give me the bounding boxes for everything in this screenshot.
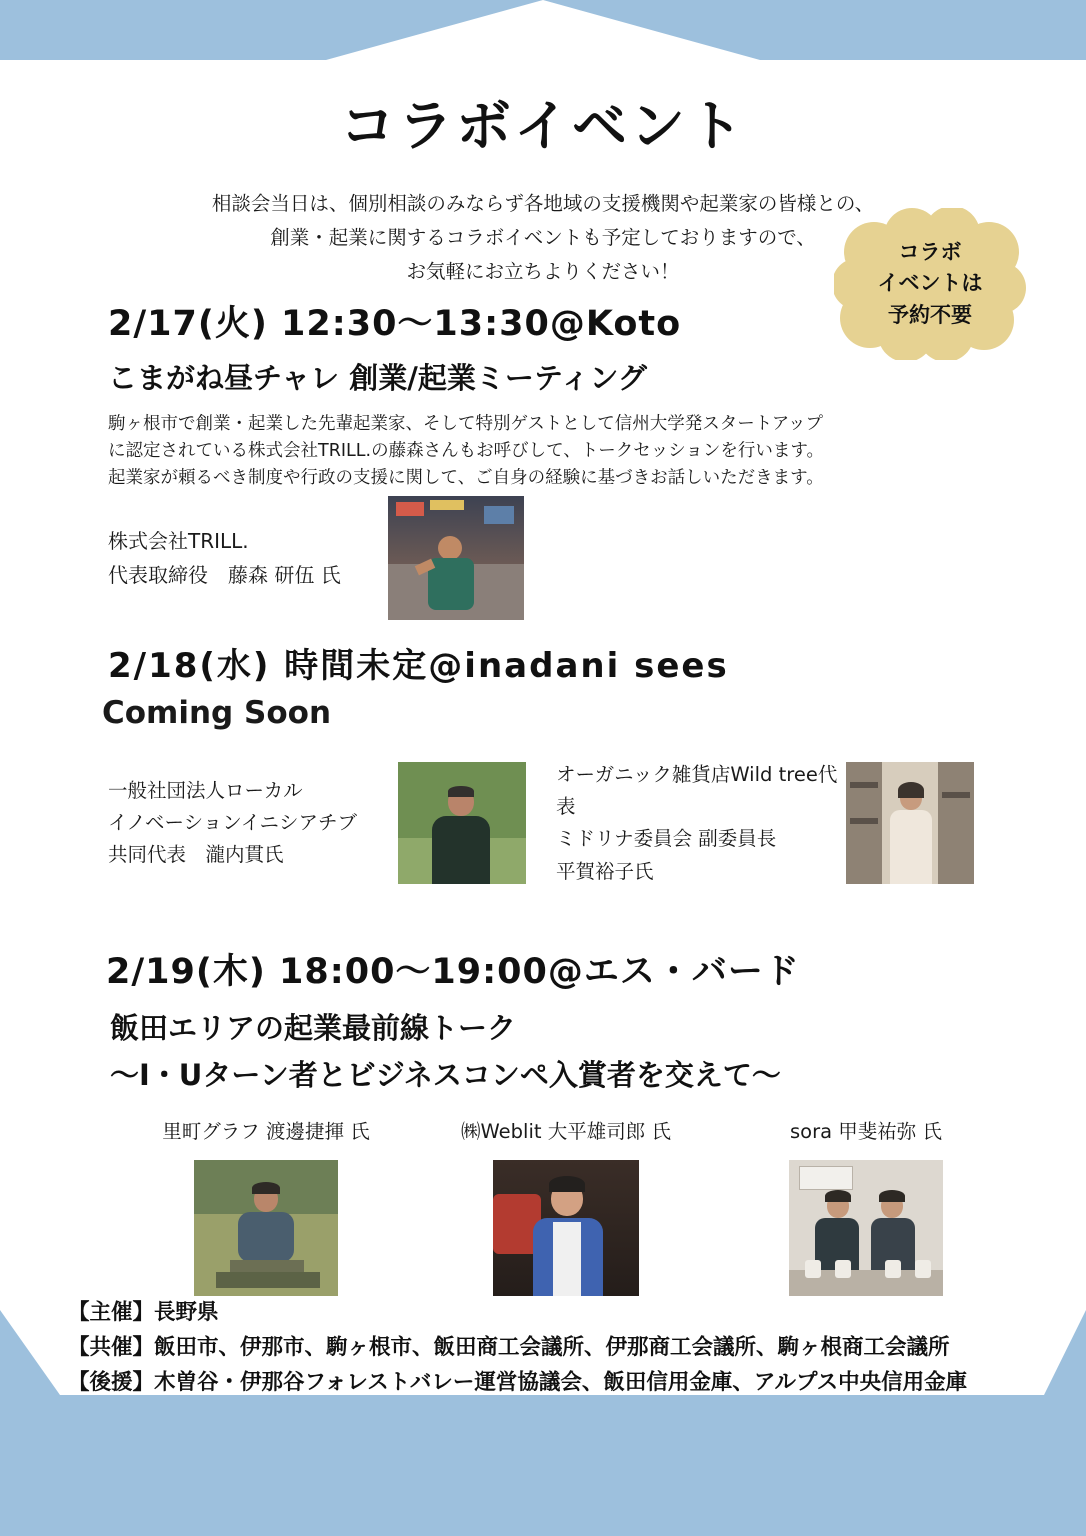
footer-line-host: 【主催】長野県	[68, 1300, 219, 1325]
speaker-affiliation-line-1: オーガニック雑貨店Wild tree代表	[556, 763, 838, 819]
speaker-card-takiuchi	[108, 759, 526, 888]
badge-text	[834, 208, 1026, 360]
speaker-photo-takiuchi	[398, 762, 526, 884]
speaker-title-name: 共同代表 瀧内貫氏	[108, 843, 284, 867]
speaker-photo-kai	[789, 1160, 943, 1296]
speaker-name-takiuchi	[108, 775, 398, 872]
section-1-body-line-2: に認定されている株式会社TRILL.の藤森さんもお呼びして、トークセッションを行います。	[108, 441, 824, 462]
speaker-name-kai: sora 甲斐祐弥 氏	[790, 1120, 942, 1143]
speaker-photo-watanabe	[194, 1160, 338, 1296]
speaker-name-fujimori	[108, 524, 388, 592]
speaker-name-watanabe: 里町グラフ 渡邊捷揮 氏	[162, 1120, 370, 1143]
section-1-date: 2/17(火) 12:30〜13:30@Koto	[108, 304, 682, 344]
speaker-affiliation-line-2: イノベーションイニシアチブ	[108, 811, 358, 835]
speaker-photo-ohira	[493, 1160, 639, 1296]
section-3-date: 2/19(木) 18:00〜19:00@エス・バード	[106, 952, 800, 992]
section-2-speakers	[108, 759, 1028, 888]
section-2-coming-soon: Coming Soon	[102, 695, 332, 731]
section-1-body	[108, 411, 1008, 492]
footer-line-cohost: 【共催】飯田市、伊那市、駒ヶ根市、飯田商工会議所、伊那商工会議所、駒ヶ根商工会議所	[68, 1334, 950, 1360]
speaker-card-kai	[726, 1116, 1006, 1296]
section-3-subtitle: 飯田エリアの起業最前線トーク	[110, 1011, 517, 1045]
speaker-name-hiraga	[556, 759, 846, 888]
speaker-photo-hiraga	[846, 762, 974, 884]
section-feb-18	[102, 638, 1028, 888]
section-3-speakers	[126, 1116, 1006, 1296]
section-feb-19	[106, 944, 1046, 1296]
lead-line-3: お気軽にお立ちよりください！	[406, 260, 680, 284]
speaker-card-hiraga	[556, 759, 974, 888]
speaker-affiliation-line-1: 一般社団法人ローカル	[108, 779, 303, 803]
speaker-name-ohira: ㈱Weblit 大平雄司郎 氏	[461, 1120, 671, 1143]
speaker-affiliation-line-2: ミドリナ委員会 副委員長	[556, 827, 777, 851]
speaker-card-ohira	[426, 1116, 706, 1296]
lead-line-2: 創業・起業に関するコラボイベントも予定しておりますので、	[270, 226, 816, 250]
lead-line-1: 相談会当日は、個別相談のみならず各地域の支援機関や起業家の皆様との、	[211, 192, 875, 215]
speaker-title-name: 平賀裕子氏	[556, 859, 654, 883]
no-reservation-badge	[834, 208, 1026, 360]
speaker-affiliation: 株式会社TRILL.	[108, 529, 249, 553]
speaker-card-watanabe	[126, 1116, 406, 1296]
badge-line-1: コラボ	[898, 239, 962, 264]
section-1-body-line-1: 駒ヶ根市で創業・起業した先輩起業家、そして特別ゲストとして信州大学発スタートアップ	[108, 414, 824, 434]
organizer-footer	[68, 1296, 967, 1400]
section-3-subtitle-2: 〜I・Uターン者とビジネスコンペ入賞者を交えて〜	[110, 1058, 781, 1092]
section-2-date: 2/18(水) 時間未定@inadani sees	[108, 646, 729, 686]
badge-line-3: 予約不要	[888, 302, 972, 327]
speaker-title-name: 代表取締役 藤森 研伍 氏	[108, 563, 341, 587]
section-1-body-line-3: 起業家が頼るべき制度や行政の支援に関して、ご自身の経験に基づきお話しいただきます。	[108, 468, 824, 489]
speaker-photo-fujimori	[388, 496, 524, 620]
speaker-card-fujimori	[108, 496, 628, 620]
page-title: コラボイベント	[339, 94, 746, 158]
footer-line-support: 【後援】木曽谷・伊那谷フォレストバレー運営協議会、飯田信用金庫、アルプス中央信用金庫	[68, 1369, 968, 1395]
section-1-subtitle: こまがね昼チャレ 創業/起業ミーティング	[108, 361, 647, 395]
badge-line-2: イベントは	[877, 271, 983, 296]
